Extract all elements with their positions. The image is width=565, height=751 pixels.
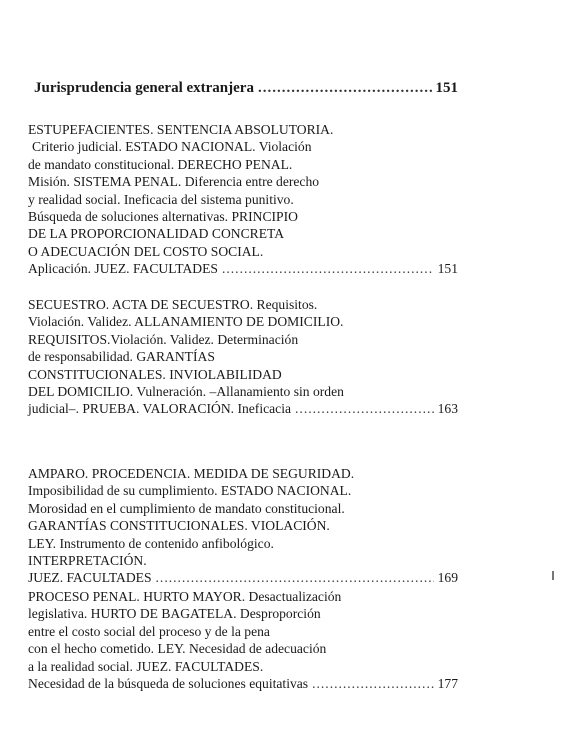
entry-line: GARANTÍAS CONSTITUCIONALES. VIOLACIÓN. (28, 518, 330, 534)
entry-line: Búsqueda de soluciones alternativas. PRINCIPIO (28, 209, 298, 225)
index-entry-amparo (28, 465, 458, 587)
index-entry-proceso-penal (28, 588, 458, 692)
entry-line: de responsabilidad. GARANTÍAS (28, 349, 215, 365)
entry-line: REQUISITOS.Violación. Validez. Determinación (28, 331, 299, 347)
entry-line: AMPARO. PROCEDENCIA. MEDIDA DE SEGURIDAD. (28, 466, 355, 481)
entry-line: CONSTITUCIONALES. INVIOLABILIDAD (28, 366, 282, 382)
entry-line: O ADECUACIÓN DEL COSTO SOCIAL. (28, 243, 264, 259)
index-entry-secuestro (28, 296, 458, 418)
dot-leader (156, 569, 434, 586)
entry-line: DEL DOMICILIO. Vulneración. –Allanamiento sin orden (28, 384, 344, 400)
entry-last-line (28, 260, 458, 277)
entry-line: entre el costo social del proceso y de la pena (28, 623, 270, 639)
section-heading-page-number: 151 (435, 80, 458, 96)
dot-leader (312, 675, 434, 692)
entry-line: Misión. SISTEMA PENAL. Diferencia entre derecho (28, 174, 320, 190)
entry-page-number: 177 (437, 676, 458, 692)
entry-page-number: 163 (437, 401, 458, 417)
entry-line: LEY. Instrumento de contenido anfibológico. (28, 535, 274, 551)
entry-last-line (28, 675, 458, 692)
entry-line: PROCESO PENAL. HURTO MAYOR. Desactualización (28, 589, 342, 604)
entry-line: Morosidad en el cumplimiento de mandato constitucional. (28, 500, 345, 516)
entry-last-line (28, 400, 458, 417)
entry-line: SECUESTRO. ACTA DE SECUESTRO. Requisitos. (28, 297, 318, 312)
entry-line: Imposibilidad de su cumplimiento. ESTADO NACIONAL. (28, 483, 352, 499)
entry-page-number: 151 (437, 261, 458, 277)
index-entry-estupefacientes (28, 121, 458, 278)
scan-mark (552, 571, 554, 580)
dot-leader (295, 400, 434, 417)
entry-page-number: 169 (437, 570, 458, 586)
entry-line: Aplicación. JUEZ. FACULTADES (28, 261, 218, 277)
section-heading-title: Jurisprudencia general extranjera (34, 80, 254, 96)
entry-line: legislativa. HURTO DE BAGATELA. Desproporción (28, 606, 321, 622)
entry-line: JUEZ. FACULTADES (28, 570, 152, 586)
entry-line: ESTUPEFACIENTES. SENTENCIA ABSOLUTORIA. (28, 122, 334, 137)
entry-line: Violación. Validez. ALLANAMIENTO DE DOMICILIO. (28, 314, 344, 330)
section-heading (34, 79, 458, 97)
entry-line: y realidad social. Ineficacia del sistema punitivo. (28, 191, 294, 207)
dot-leader (258, 79, 432, 97)
entry-line: de mandato constitucional. DERECHO PENAL. (28, 156, 293, 172)
entry-last-line (28, 569, 458, 586)
entry-line: a la realidad social. JUEZ. FACULTADES. (28, 658, 264, 674)
entry-line: Criterio judicial. ESTADO NACIONAL. Violación (32, 139, 312, 155)
entry-line: INTERPRETACIÓN. (28, 553, 147, 569)
entry-line: con el hecho cometido. LEY. Necesidad de adecuación (28, 641, 327, 657)
entry-line: judicial–. PRUEBA. VALORACIÓN. Ineficacia (28, 401, 292, 417)
entry-line: DE LA PROPORCIONALIDAD CONCRETA (28, 226, 285, 242)
entry-line: Necesidad de la búsqueda de soluciones equitativas (28, 676, 309, 692)
dot-leader (222, 260, 434, 277)
